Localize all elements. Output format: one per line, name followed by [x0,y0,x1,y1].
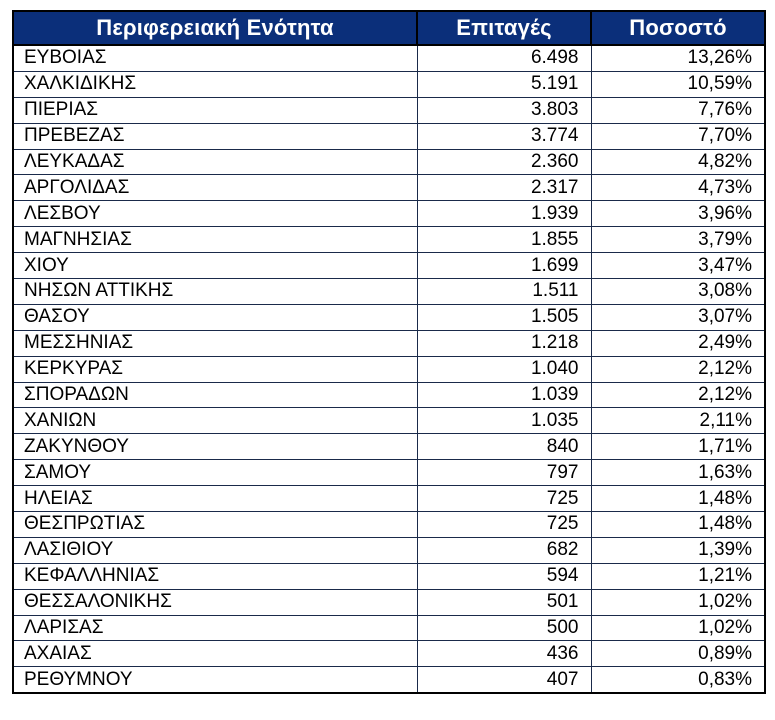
table-row [13,304,765,330]
table-row [13,615,765,641]
cell-checks: 1.699 [417,253,591,279]
cell-region: ΧΑΝΙΩΝ [13,408,417,434]
table-row [13,486,765,512]
cell-checks: 1.855 [417,227,591,253]
cell-percent: 1,39% [591,537,765,563]
cell-region: ΕΥΒΟΙΑΣ [13,45,417,71]
cell-checks: 2.317 [417,175,591,201]
cell-percent: 4,82% [591,149,765,175]
cell-region: ΡΕΘΥΜΝΟΥ [13,667,417,693]
cell-percent: 1,02% [591,615,765,641]
cell-percent: 0,83% [591,667,765,693]
table-row [13,460,765,486]
table-row [13,408,765,434]
cell-percent: 0,89% [591,641,765,667]
cell-checks: 1.039 [417,382,591,408]
column-header-percent: Ποσοστό [591,11,765,45]
table-row [13,227,765,253]
cell-percent: 1,02% [591,589,765,615]
cell-percent: 13,26% [591,45,765,71]
cell-checks: 5.191 [417,71,591,97]
cell-region: ΜΕΣΣΗΝΙΑΣ [13,330,417,356]
cell-checks: 1.035 [417,408,591,434]
cell-region: ΠΡΕΒΕΖΑΣ [13,123,417,149]
cell-region: ΜΑΓΝΗΣΙΑΣ [13,227,417,253]
table-row [13,563,765,589]
table-row [13,201,765,227]
cell-region: ΣΑΜΟΥ [13,460,417,486]
cell-region: ΠΙΕΡΙΑΣ [13,97,417,123]
cell-region: ΛΕΥΚΑΔΑΣ [13,149,417,175]
cell-region: ΗΛΕΙΑΣ [13,486,417,512]
table-row [13,434,765,460]
cell-region: ΖΑΚΥΝΘΟΥ [13,434,417,460]
cell-region: ΑΧΑΙΑΣ [13,641,417,667]
table-row [13,253,765,279]
cell-percent: 1,71% [591,434,765,460]
cell-region: ΣΠΟΡΑΔΩΝ [13,382,417,408]
cell-checks: 407 [417,667,591,693]
cell-checks: 840 [417,434,591,460]
cell-percent: 3,08% [591,279,765,305]
table-row [13,382,765,408]
table-row [13,175,765,201]
cell-checks: 594 [417,563,591,589]
table-row [13,330,765,356]
cell-region: ΚΕΡΚΥΡΑΣ [13,356,417,382]
data-table [12,10,766,694]
table-row [13,512,765,538]
cell-percent: 7,76% [591,97,765,123]
cell-checks: 1.040 [417,356,591,382]
column-header-region: Περιφερειακή Ενότητα [13,11,417,45]
cell-percent: 7,70% [591,123,765,149]
table-row [13,279,765,305]
table-row [13,537,765,563]
table-header [13,11,765,45]
table-row [13,589,765,615]
cell-percent: 3,96% [591,201,765,227]
cell-region: ΘΕΣΣΑΛΟΝΙΚΗΣ [13,589,417,615]
cell-region: ΛΑΡΙΣΑΣ [13,615,417,641]
cell-percent: 4,73% [591,175,765,201]
cell-percent: 2,12% [591,356,765,382]
cell-checks: 436 [417,641,591,667]
table-row [13,356,765,382]
cell-region: ΚΕΦΑΛΛΗΝΙΑΣ [13,563,417,589]
data-table-container [12,10,764,694]
table-body [13,45,765,693]
cell-region: ΧΙΟΥ [13,253,417,279]
cell-checks: 797 [417,460,591,486]
cell-percent: 3,07% [591,304,765,330]
cell-region: ΧΑΛΚΙΔΙΚΗΣ [13,71,417,97]
cell-checks: 2.360 [417,149,591,175]
table-row [13,97,765,123]
cell-checks: 725 [417,486,591,512]
cell-percent: 1,21% [591,563,765,589]
cell-checks: 3.803 [417,97,591,123]
cell-checks: 1.939 [417,201,591,227]
cell-percent: 10,59% [591,71,765,97]
table-row [13,45,765,71]
cell-checks: 6.498 [417,45,591,71]
cell-percent: 2,11% [591,408,765,434]
cell-region: ΘΑΣΟΥ [13,304,417,330]
cell-percent: 1,63% [591,460,765,486]
table-row [13,667,765,693]
cell-checks: 1.218 [417,330,591,356]
cell-percent: 3,79% [591,227,765,253]
cell-checks: 1.505 [417,304,591,330]
cell-checks: 501 [417,589,591,615]
cell-percent: 3,47% [591,253,765,279]
cell-region: ΘΕΣΠΡΩΤΙΑΣ [13,512,417,538]
cell-checks: 1.511 [417,279,591,305]
cell-percent: 1,48% [591,486,765,512]
table-row [13,641,765,667]
cell-region: ΝΗΣΩΝ ΑΤΤΙΚΗΣ [13,279,417,305]
cell-region: ΛΑΣΙΘΙΟΥ [13,537,417,563]
cell-checks: 500 [417,615,591,641]
cell-checks: 725 [417,512,591,538]
cell-region: ΛΕΣΒΟΥ [13,201,417,227]
cell-percent: 2,12% [591,382,765,408]
cell-percent: 1,48% [591,512,765,538]
table-row [13,123,765,149]
table-row [13,71,765,97]
cell-checks: 682 [417,537,591,563]
cell-percent: 2,49% [591,330,765,356]
cell-checks: 3.774 [417,123,591,149]
cell-region: ΑΡΓΟΛΙΔΑΣ [13,175,417,201]
table-row [13,149,765,175]
header-row [13,11,765,45]
column-header-checks: Επιταγές [417,11,591,45]
